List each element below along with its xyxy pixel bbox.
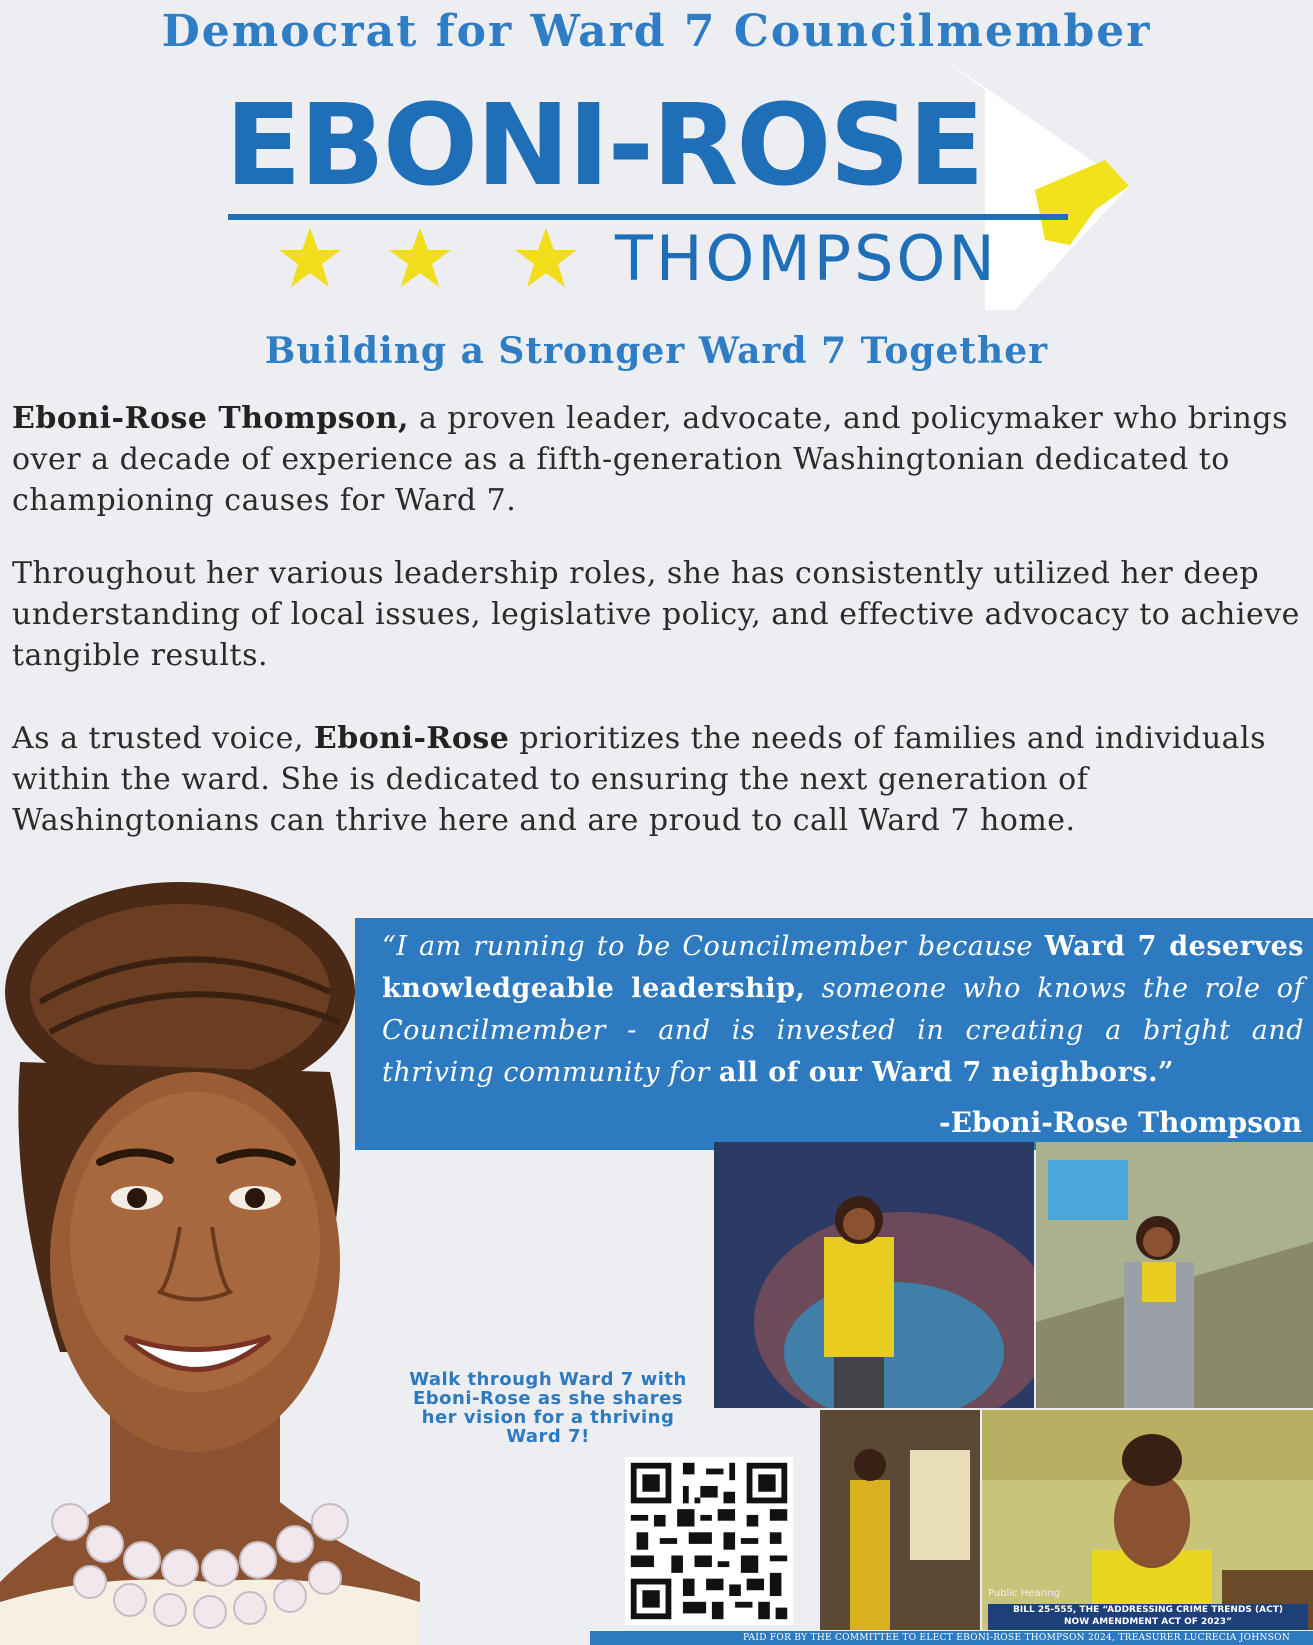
star-icon bbox=[388, 226, 452, 290]
candidate-name-bold: Eboni-Rose bbox=[313, 721, 510, 756]
logo-stars bbox=[278, 226, 608, 290]
tagline: Building a Stronger Ward 7 Together bbox=[264, 330, 1049, 372]
photo-speaking-event bbox=[714, 1142, 1034, 1408]
quote-author: -Eboni-Rose Thompson bbox=[939, 1106, 1302, 1139]
star-icon bbox=[514, 226, 578, 290]
photo-outdoor-walk bbox=[1036, 1142, 1313, 1408]
star-icon bbox=[278, 226, 342, 290]
bio-paragraph-1 bbox=[12, 398, 1302, 521]
video-prompt-text: Walk through Ward 7 with Eboni-Rose as she shares her vision for a thriving Ward 7! bbox=[409, 1369, 687, 1447]
bill-caption-line: BILL 25-555, THE “ADDRESSING CRIME TRENDS (ACT) bbox=[1013, 1605, 1283, 1615]
candidate-quote bbox=[382, 926, 1304, 1094]
quote-emphasis: all of our Ward 7 neighbors.” bbox=[718, 1057, 1175, 1088]
bio-paragraph-3 bbox=[12, 718, 1302, 841]
quote-text: “I am running to be Councilmember because bbox=[382, 931, 1045, 962]
photo-indoor-meeting bbox=[820, 1410, 980, 1630]
bio-text: prioritizes the needs of families and individuals within the ward. She is dedicated to ensuring the next generation of Washingtonians can thrive here and are proud to call Ward 7 home. bbox=[12, 721, 1267, 838]
hearing-label: Public Hearing bbox=[988, 1588, 1061, 1599]
qr-code[interactable] bbox=[625, 1457, 793, 1625]
paid-for-disclaimer: PAID FOR BY THE COMMITTEE TO ELECT EBONI-ROSE THOMPSON 2024, TREASURER LUCRECIA JOHNSON bbox=[743, 1633, 1290, 1643]
bill-caption-line: NOW AMENDMENT ACT OF 2023” bbox=[1064, 1617, 1232, 1627]
logo-last-name: THOMPSON bbox=[615, 222, 998, 295]
candidate-portrait bbox=[0, 882, 420, 1645]
logo-divider bbox=[228, 214, 1068, 220]
bill-caption bbox=[988, 1604, 1308, 1630]
campaign-heading: Democrat for Ward 7 Councilmember bbox=[161, 6, 1152, 57]
logo-first-name: EBONI-ROSE bbox=[225, 81, 983, 211]
bio-paragraph-2: Throughout her various leadership roles, she has consistently utilized her deep understanding of local issues, legislative policy, and effective advocacy to achieve tangible results. bbox=[12, 556, 1300, 673]
candidate-name-bold: Eboni-Rose Thompson, bbox=[12, 401, 409, 436]
bio-text: As a trusted voice, bbox=[12, 721, 314, 756]
quote-emphasis: Ward 7 deserves knowledgeable leadership, bbox=[382, 931, 1305, 1004]
quote-text: someone who knows the role of Councilmember - and is invested in creating a bright and thriving community for bbox=[382, 973, 1305, 1088]
bio-text: a proven leader, advocate, and policymaker who brings over a decade of experience as a fifth-generation Washingtonian dedicated to championing causes for Ward 7. bbox=[12, 401, 1288, 518]
